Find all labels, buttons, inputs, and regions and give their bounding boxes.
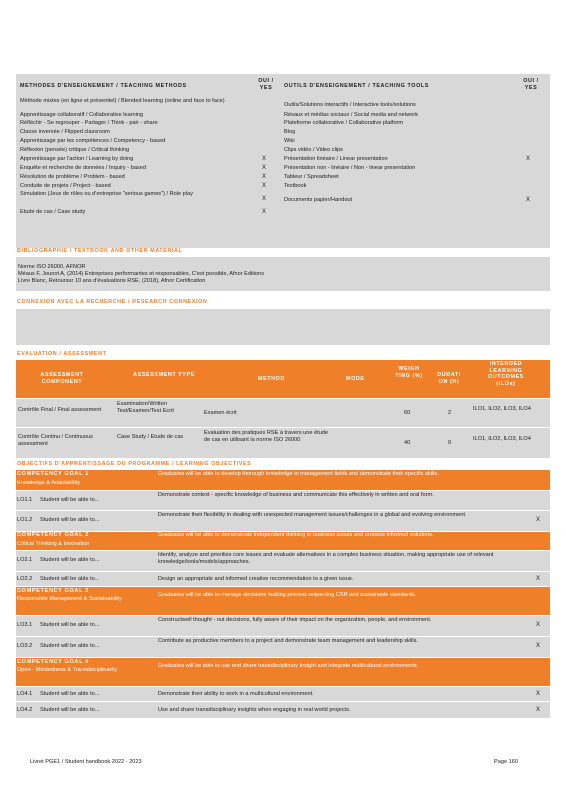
lo-lead: Student will be able to... <box>40 707 100 713</box>
tool-row: Tableur / Spreadsheet <box>284 174 339 180</box>
lo-row <box>16 687 550 702</box>
method-mark: X <box>262 156 267 162</box>
eval-outcomes: ILO1, ILO2, ILO3, ILO4 <box>473 436 531 442</box>
tool-row: Présentation non - linéaire / Non - linear presentation <box>284 165 416 171</box>
lo-row <box>16 551 550 572</box>
lo-row <box>16 511 550 531</box>
eval-component: Contrôle Continu / Continuous assessment <box>18 434 93 447</box>
method-mark: X <box>262 209 267 215</box>
lo-mark: X <box>536 643 541 649</box>
lo-code: LO3.1 <box>17 622 33 628</box>
col-type: ASSESSMENT TYPE <box>133 372 195 378</box>
lo-row <box>16 702 550 718</box>
lo-text: Contribute as productive members to a project and demonstrate team management and leadership skills. <box>158 638 418 644</box>
lo-text: Demonstrate their flexibility in dealing with unexpected management issues/challenges in a global and evolving environment. <box>158 512 467 518</box>
goal-title: COMPETENCY GOAL 3 <box>17 588 89 594</box>
col-mode: MODE <box>346 376 365 382</box>
methods-header: METHODES D'ENSEIGNEMENT / TEACHING METHODS <box>20 83 187 89</box>
method-row: Résolution de problème / Problem - based <box>20 174 125 180</box>
tool-row: Plateforme collaborative / Collaborative platform <box>284 120 404 126</box>
lo-mark: X <box>536 517 541 523</box>
col-outcomes: INTENDED LEARNING OUTCOMES (ILOs) <box>488 361 524 387</box>
col-component: ASSESSMENT COMPONENT <box>40 372 84 385</box>
tool-mark: X <box>526 156 531 162</box>
tool-row: Wiki <box>284 138 295 144</box>
tool-mark: X <box>526 197 531 203</box>
method-row: Réflexion (pensée) critique / Critical thinking <box>20 147 130 153</box>
lo-text: Demonstrate their ability to work in a multicultural environment. <box>158 691 314 697</box>
lo-code: LO3.2 <box>17 643 33 649</box>
tools-yes-header: OUI / YES <box>523 78 539 91</box>
eval-method: Evaluation des pratiques RSE à travers une étude de cas en utilisant la norme ISO 26000 <box>204 430 329 443</box>
tool-row: Clips vidéo / Video clips <box>284 147 343 153</box>
goal-title: COMPETENCY GOAL 2 <box>17 532 89 538</box>
lo-text: Design an appropriate and informed creative recommendation to a given issue. <box>158 576 354 582</box>
lo-mark: X <box>536 576 541 582</box>
lo-code: LO4.2 <box>17 707 33 713</box>
method-row: Apprentissage par les compétences / Competency - based <box>20 138 166 144</box>
eval-type: Examination/Written Test/Examen/Test Ecrit <box>117 401 174 414</box>
eval-weight: 60 <box>404 410 411 416</box>
bibliography-line: Norme ISO 26000, AFNOR <box>18 264 86 270</box>
eval-duration: 0 <box>448 440 452 446</box>
goal-title: COMPETENCY GOAL 4 <box>17 659 89 665</box>
lo-code: LO1.2 <box>17 517 33 523</box>
method-mark: X <box>262 183 267 189</box>
method-row: Enquête et recherche de données / Inquiry - based <box>20 165 146 171</box>
footer-page-number: Page 160 <box>494 759 518 765</box>
method-row: Apprentissage par l'action / Learning by doing <box>20 156 134 162</box>
eval-method: Examen écrit <box>204 410 237 416</box>
competency-goal-1 <box>16 470 550 490</box>
method-row: Méthode mixtes (en ligne et présentiel) / Blended learning (online and face to face) <box>20 98 225 104</box>
goal-name: Critical Thinking & Innovation <box>17 541 90 547</box>
bibliography-header: BIBLIOGRAPHIE / TEXTBOOK AND OTHER MATERIAL <box>17 248 183 254</box>
lo-code: LO2.2 <box>17 576 33 582</box>
col-duration: DURATI ON (H) <box>437 372 461 385</box>
method-row: Conduite de projets / Project - based <box>20 183 111 189</box>
tools-header: OUTILS D'ENSEIGNEMENT / TEACHING TOOLS <box>284 83 429 89</box>
method-row: Apprentissage collaboratif / Collaborative learning <box>20 112 144 118</box>
goal-text: Graduates will be able to manage decisions making process respecting CSR and sustainable standards. <box>158 592 417 598</box>
lo-text: Use and share transdisciplinary insights when engaging in real world projects. <box>158 707 351 713</box>
col-weight: WEIGH TING (%) <box>395 366 423 379</box>
goal-text: Graduates will be able to use and share transdisciplinary insight and integrate multicultural environments. <box>158 663 419 669</box>
evaluation-row <box>16 399 550 428</box>
research-header: CONNEXION AVEC LA RECHERCHE / RESEARCH CONNEXION <box>17 299 208 305</box>
evaluation-row <box>16 428 550 458</box>
evaluation-table-header <box>16 360 550 398</box>
eval-outcomes: ILO1, ILO2, ILO3, ILO4 <box>473 406 531 412</box>
competency-goal-3 <box>16 587 550 615</box>
lo-lead: Student will be able to... <box>40 643 100 649</box>
lo-lead: Student will be able to... <box>40 691 100 697</box>
lo-lead: Student will be able to... <box>40 497 100 503</box>
lo-mark: X <box>536 707 541 713</box>
lo-lead: Student will be able to... <box>40 517 100 523</box>
method-mark: X <box>262 174 267 180</box>
lo-text: Demonstrate context - specific knowledge of business and communicate this effectively in written and oral form. <box>158 492 434 498</box>
lo-lead: Student will be able to... <box>40 557 100 563</box>
tool-row: Outils/Solutions interactifs / Interactive tools/solutions <box>284 102 416 108</box>
teaching-methods-section <box>16 74 550 248</box>
goal-text: Graduates will be able to demonstrate independent thinking in business issues and propose informed solutions. <box>158 532 434 538</box>
footer-left: Livret PGE1 / Student handbook 2022 - 2023 <box>30 759 142 765</box>
method-row: Simulation (Jeux de rôles ou d'entreprise "serious games") / Role play <box>20 191 193 197</box>
lo-row <box>16 572 550 586</box>
goal-name: Responsible Management & Sustainability <box>17 596 122 602</box>
bibliography-box <box>16 257 550 291</box>
goal-name: Open - Mindedness & Transdisciplinarity <box>17 667 118 673</box>
goal-name: Knowledge & Adaptability <box>17 480 81 486</box>
lo-code: LO2.1 <box>17 557 33 563</box>
goal-text: Graduates will be able to develop thorough knowledge in management fields and demonstrate their specific skills. <box>158 471 439 477</box>
method-mark: X <box>262 196 267 202</box>
eval-component: Contrôle Final / Final assessment <box>18 407 102 413</box>
evaluation-header: EVALUATION / ASSESSMENT <box>17 351 107 357</box>
lo-text: Identify, analyze and prioritize core issues and evaluate alternatives in a complex business situation, making appropriate use of relevant knowledge/tools/models/approaches. <box>158 552 494 565</box>
goal-title: COMPETENCY GOAL 1 <box>17 471 89 477</box>
tool-row: Blog <box>284 129 296 135</box>
method-row: Classe inversée / Flipped classroom <box>20 129 110 135</box>
col-method: METHOD <box>258 376 285 382</box>
lo-row <box>16 637 550 657</box>
method-row: Réfléchir - Se regrouper - Partager / Think - pair - share <box>20 120 158 126</box>
eval-type: Case Study / Etude de cas <box>117 434 184 440</box>
tool-row: Présentation linéaire / Linear presentation <box>284 156 388 162</box>
tool-row: Textbook <box>284 183 307 189</box>
eval-duration: 2 <box>448 410 452 416</box>
competency-goal-2 <box>16 532 550 550</box>
lo-lead: Student will be able to... <box>40 622 100 628</box>
methods-yes-header: OUI / YES <box>258 78 274 91</box>
tool-row: Résaux et médias sociaux / Social media and network <box>284 112 419 118</box>
competency-goal-4 <box>16 658 550 686</box>
lo-row <box>16 616 550 637</box>
eval-weight: 40 <box>404 440 411 446</box>
lo-mark: X <box>536 622 541 628</box>
lo-text: Constructwell thought - out decisions, fully aware of their impact on the organization, people, and environment. <box>158 617 432 623</box>
research-box <box>16 309 550 345</box>
lo-mark: X <box>536 691 541 697</box>
bibliography-line: Méaux F, Jounot A, (2014) Entreprises performantes et responsables, C'est possible, Afnor Editions <box>18 271 265 277</box>
lo-row <box>16 491 550 511</box>
method-mark: X <box>262 165 267 171</box>
bibliography-line: Livre Blanc, Retoursur 10 ans d'évaluations RSE, (2018), Afnor Certification <box>18 278 206 284</box>
objectives-header: OBJECTIFS D'APPRENTISSAGE DU PROGRAMME / LEARNING OBJECTIVES <box>17 461 252 467</box>
method-row: Etude de cas / Case study <box>20 209 86 215</box>
tool-row: Documents papier/Handout <box>284 197 353 203</box>
lo-code: LO4.1 <box>17 691 33 697</box>
lo-code: LO1.1 <box>17 497 33 503</box>
lo-lead: Student will be able to... <box>40 576 100 582</box>
